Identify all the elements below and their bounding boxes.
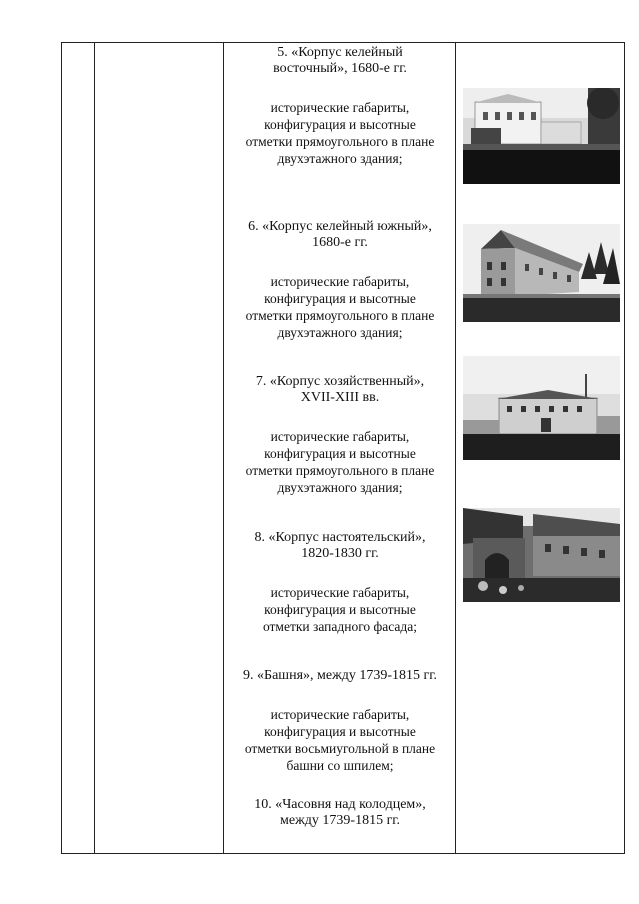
entry-title: 8. «Корпус настоятельский», — [254, 530, 426, 545]
entry-description: исторические габариты, — [270, 100, 410, 115]
entry-title: 1680-е гг. — [312, 235, 368, 250]
entry-10 — [226, 797, 454, 829]
entry-title: между 1739-1815 гг. — [280, 813, 400, 828]
table-col-border-1 — [61, 42, 62, 854]
entry-description: конфигурация и высотные — [264, 117, 416, 132]
table-bottom-border — [61, 853, 624, 854]
entry-title: 6. «Корпус келейный южный», — [248, 219, 432, 234]
entry-description: конфигурация и высотные — [264, 291, 416, 306]
entry-description: отметки прямоугольного в плане — [245, 308, 435, 323]
entry-title: 9. «Башня», между 1739-1815 гг. — [243, 668, 437, 683]
entry-7 — [226, 374, 454, 496]
entry-title: 10. «Часовня над колодцем», — [254, 797, 426, 812]
entry-description: отметки восьмиугольной в плане — [244, 741, 436, 756]
entry-5 — [226, 45, 454, 167]
entry-title: XVII-XIII вв. — [300, 390, 380, 405]
entry-title: восточный», 1680-е гг. — [273, 61, 407, 76]
entry-title: 5. «Корпус келейный — [277, 45, 403, 60]
entry-description: конфигурация и высотные — [264, 446, 416, 461]
entry-8 — [226, 530, 454, 635]
photo-building-8 — [463, 508, 620, 602]
table-top-border — [61, 42, 624, 43]
entry-description: отметки прямоугольного в плане — [245, 463, 435, 478]
photo-building-5 — [463, 88, 620, 184]
entry-description: отметки западного фасада; — [262, 619, 418, 634]
entry-title: 7. «Корпус хозяйственный», — [255, 374, 425, 389]
entry-description: исторические габариты, — [270, 707, 410, 722]
entry-description: конфигурация и высотные — [264, 602, 416, 617]
entry-description: отметки прямоугольного в плане — [245, 134, 435, 149]
table-col-border-3 — [223, 42, 224, 854]
entry-description: конфигурация и высотные — [264, 724, 416, 739]
entry-description: башни со шпилем; — [286, 758, 394, 773]
photo-building-6 — [463, 224, 620, 322]
table-col-border-2 — [94, 42, 95, 854]
entry-9 — [226, 668, 454, 774]
table-col-border-4 — [455, 42, 456, 854]
photo-building-7 — [463, 356, 620, 460]
entry-description: исторические габариты, — [270, 274, 410, 289]
entry-description: двухэтажного здания; — [277, 480, 403, 495]
entry-description: исторические габариты, — [270, 429, 410, 444]
entry-title: 1820-1830 гг. — [301, 546, 379, 561]
entry-description: исторические габариты, — [270, 585, 410, 600]
table-col-border-5 — [624, 42, 625, 854]
entry-description: двухэтажного здания; — [277, 325, 403, 340]
entry-6 — [226, 219, 454, 341]
entry-description: двухэтажного здания; — [277, 151, 403, 166]
